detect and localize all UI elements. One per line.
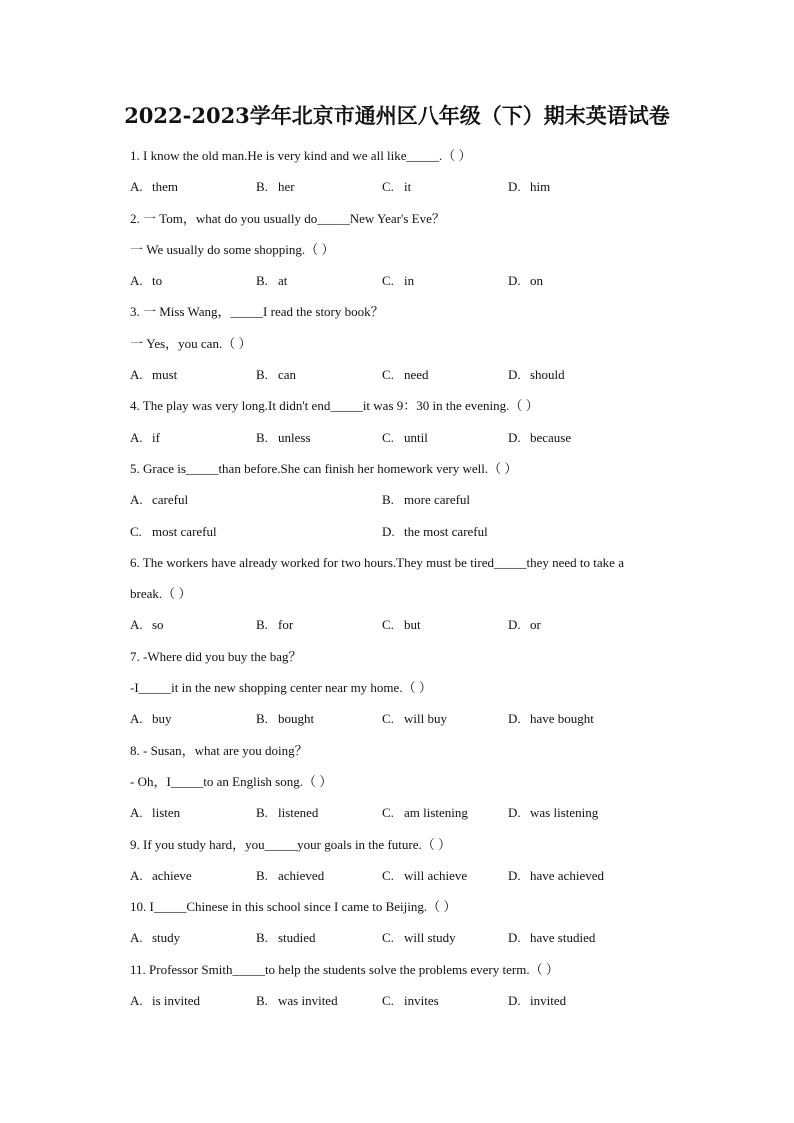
option-text: studied [278,930,316,946]
option-d [382,516,634,547]
option-text: to [152,273,163,289]
option-text: achieved [278,867,325,883]
option-text: because [530,429,572,445]
option-text: careful [152,492,189,508]
option-a [130,985,256,1016]
option-a [130,422,256,453]
option-row [130,484,690,515]
option-b [256,609,382,640]
option-text: will buy [404,711,447,727]
option-c [382,609,508,640]
option-row [130,422,690,453]
option-c [382,359,508,390]
option-letter: C. [382,179,394,195]
question-3 [130,296,690,390]
option-b [256,422,382,453]
question-stem: 7. -Where did you buy the bag？ [130,648,302,664]
option-row [130,609,690,640]
option-letter: B. [256,930,268,946]
option-a [130,797,256,828]
option-letter: A. [130,993,143,1009]
option-letter: B. [256,711,268,727]
option-text: the most careful [404,523,488,539]
option-text: them [152,179,178,195]
option-text: her [278,179,295,195]
option-b [256,265,382,296]
option-b [256,922,382,953]
option-letter: B. [256,367,268,383]
option-text: at [278,273,288,289]
option-letter: A. [130,711,143,727]
question-line: -I_____it in the new shopping center near my home.（ ） [130,680,432,696]
question-1 [130,140,690,203]
option-b [256,985,382,1016]
option-text: invites [404,993,439,1009]
question-stem: 1. I know the old man.He is very kind and we all like_____.（ ） [130,148,472,163]
option-text: am listening [404,805,468,821]
option-letter: D. [508,930,521,946]
option-letter: D. [508,711,521,727]
option-letter: B. [256,867,268,883]
option-row [130,922,690,953]
option-letter: C. [382,273,394,289]
option-letter: A. [130,617,143,633]
option-row [130,171,690,202]
question-stem: 2. 一 Tom，what do you usually do_____New Year's Eve？ [130,210,445,226]
option-letter: C. [382,930,394,946]
option-text: will study [404,930,456,946]
option-letter: A. [130,930,143,946]
option-d [508,422,634,453]
option-letter: B. [256,993,268,1009]
option-text: it [404,179,412,195]
option-letter: A. [130,429,143,445]
option-text: so [152,617,164,633]
option-letter: A. [130,867,143,883]
option-d [508,609,634,640]
question-7 [130,641,690,735]
option-d [508,985,634,1016]
question-line: break.（ ） [130,586,192,602]
option-text: him [530,179,551,195]
option-d [508,922,634,953]
option-a [130,703,256,734]
option-letter: D. [508,273,521,289]
question-stem: 10. I_____Chinese in this school since I came to Beijing.（ ） [130,899,457,915]
question-8 [130,735,690,829]
option-d [508,359,634,390]
option-c [382,922,508,953]
question-stem: 6. The workers have already worked for two hours.They must be tired_____they need to take a [130,554,624,570]
question-4 [130,390,690,453]
option-text: must [152,367,178,383]
option-a [130,860,256,891]
option-b [382,484,634,515]
option-text: study [152,930,181,946]
option-c [382,985,508,1016]
option-text: or [530,617,541,633]
question-6 [130,547,690,641]
option-b [256,359,382,390]
option-c [382,422,508,453]
option-letter: A. [130,273,143,289]
option-letter: B. [256,429,268,445]
option-letter: C. [382,711,394,727]
option-c [130,516,382,547]
option-text: have achieved [530,867,604,883]
option-text: have bought [530,711,594,727]
question-9 [130,829,690,892]
question-line: - Oh，I_____to an English song.（ ） [130,773,333,789]
option-text: but [404,617,421,633]
option-c [382,265,508,296]
option-d [508,171,634,202]
page-title: 2022-2023学年北京市通州区八年级（下）期末英语试卷 [124,103,670,128]
option-letter: D. [508,179,521,195]
option-letter: D. [508,867,521,883]
option-letter: A. [130,805,143,821]
option-a [130,171,256,202]
question-stem: 8. - Susan，what are you doing？ [130,742,308,758]
option-letter: C. [382,867,394,883]
option-row [130,265,690,296]
option-a [130,265,256,296]
option-c [382,860,508,891]
question-2 [130,203,690,297]
question-stem: 11. Professor Smith_____to help the students solve the problems every term.（ ） [130,961,559,977]
option-letter: C. [382,805,394,821]
option-b [256,171,382,202]
option-a [130,359,256,390]
option-b [256,860,382,891]
option-d [508,265,634,296]
option-text: need [404,367,429,383]
option-row [130,985,690,1016]
option-text: listened [278,805,319,821]
option-text: was listening [530,805,599,821]
option-text: should [530,367,565,383]
option-text: invited [530,993,567,1009]
option-letter: D. [382,523,395,539]
option-row [130,703,690,734]
option-text: was invited [278,993,338,1009]
option-row [130,860,690,891]
option-letter: B. [256,805,268,821]
question-stem: 3. 一 Miss Wang，_____I read the story book？ [130,304,384,320]
question-5 [130,453,690,547]
option-text: listen [152,805,181,821]
question-11 [130,954,690,1017]
option-text: unless [278,429,311,445]
option-text: have studied [530,930,596,946]
option-letter: A. [130,492,143,508]
option-b [256,703,382,734]
option-d [508,797,634,828]
option-text: until [404,429,428,445]
option-text: in [404,273,415,289]
option-letter: D. [508,367,521,383]
option-text: most careful [152,523,217,539]
option-letter: D. [508,993,521,1009]
option-a [130,609,256,640]
option-text: on [530,273,543,289]
option-letter: A. [130,179,143,195]
option-text: bought [278,711,315,727]
option-text: achieve [152,867,192,883]
option-letter: C. [382,617,394,633]
option-letter: C. [382,993,394,1009]
option-text: if [152,429,160,445]
option-row [130,797,690,828]
option-letter: C. [130,523,142,539]
option-letter: C. [382,367,394,383]
option-letter: B. [256,273,268,289]
option-letter: A. [130,367,143,383]
option-letter: B. [256,617,268,633]
question-stem: 9. If you study hard，you_____your goals in the future.（ ） [130,836,451,852]
question-line: 一 We usually do some shopping.（ ） [130,241,335,257]
option-d [508,703,634,734]
option-a [130,922,256,953]
option-b [256,797,382,828]
option-row [130,516,690,547]
option-d [508,860,634,891]
option-text: will achieve [404,867,468,883]
option-c [382,171,508,202]
option-letter: D. [508,617,521,633]
question-line: 一 Yes，you can.（ ） [130,335,252,351]
question-10 [130,891,690,954]
option-c [382,703,508,734]
option-text: is invited [152,993,201,1009]
question-stem: 5. Grace is_____than before.She can finish her homework very well.（ ） [130,460,518,476]
option-text: more careful [404,492,471,508]
option-text: buy [152,711,172,727]
option-text: can [278,367,297,383]
option-letter: D. [508,429,521,445]
option-text: for [278,617,294,633]
option-letter: D. [508,805,521,821]
option-row [130,359,690,390]
option-letter: C. [382,429,394,445]
option-letter: B. [382,492,394,508]
option-c [382,797,508,828]
question-stem: 4. The play was very long.It didn't end_____it was 9：30 in the evening.（ ） [130,398,539,414]
question-list [130,140,690,1016]
option-a [130,484,382,515]
option-letter: B. [256,179,268,195]
